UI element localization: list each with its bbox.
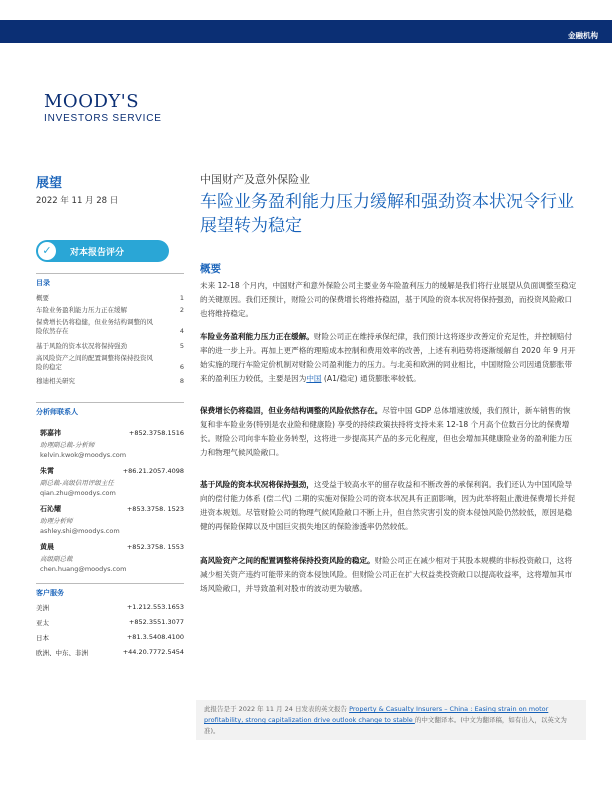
paragraph-premium	[200, 404, 578, 460]
checkmark-icon: ✓	[38, 242, 56, 260]
divider	[36, 273, 184, 274]
service-region: 欧洲、中东、非洲	[36, 649, 88, 657]
divider	[36, 583, 184, 584]
analyst-name: 石沁耀	[40, 505, 61, 513]
analyst-title: 副总裁-高级信用评级主任	[40, 479, 114, 487]
toc-item-investment[interactable]: 高风险资产之间的配置调整将保持投资风险的稳定	[36, 354, 153, 371]
service-phone: +44.20.7772.5454	[122, 648, 184, 656]
service-region: 亚太	[36, 619, 49, 627]
translation-note-post: 的中文翻译本。(中文为翻译稿，如有出入，以英文为准)。	[204, 716, 567, 735]
analyst-title: 助理分析师	[40, 517, 73, 525]
toc-item-research[interactable]: 穆迪相关研究	[36, 377, 75, 385]
rate-report-label: 对本报告评分	[70, 248, 125, 258]
toc-heading: 目录	[36, 279, 50, 287]
toc-page: 2	[179, 306, 184, 314]
report-title: 车险业务盈利能力压力缓解和强劲资本状况令行业展望转为稳定	[200, 192, 574, 236]
service-region: 日本	[36, 634, 49, 642]
outlook-label: 展望	[36, 176, 63, 191]
analyst-email[interactable]: chen.huang@moodys.com	[40, 565, 127, 573]
translation-note-pre: 此报告是于 2022 年 11 月 24 日发表的英文报告	[204, 705, 350, 713]
toc-page: 8	[179, 377, 184, 385]
toc-page: 5	[179, 342, 184, 350]
investors-service-logo: INVESTORS SERVICE	[44, 113, 162, 124]
report-date: 2022 年 11 月 28 日	[36, 196, 119, 206]
paragraph-capital	[200, 478, 578, 534]
analyst-name: 黄晨	[40, 543, 54, 551]
analyst-email[interactable]: ashley.shi@moodys.com	[40, 527, 120, 535]
report-subtitle: 中国财产及意外保险业	[200, 173, 310, 186]
analyst-name: 郭嘉祎	[40, 429, 61, 437]
paragraph-premium-body: 尽管中国 GDP 总体增速放缓，我们预计，新车销售的恢复和非车险业务(特别是农业险和健康险) 享受的持续政策扶持将支持未来 12-18 个月高个位数百分比的保费增长。财险公司向非车险业务转型，这将进一步提高其产品的多元化程度，但也会增加其健康险业务的盈利能力压力和物理气候风险敞口。	[200, 406, 573, 457]
paragraph-motor-end: (A1/稳定) 通货膨胀率较低。	[321, 374, 421, 383]
analyst-email[interactable]: kelvin.kwok@moodys.com	[40, 451, 127, 459]
paragraph-motor	[200, 330, 578, 386]
analyst-phone: +852.3758. 1553	[126, 543, 184, 551]
analyst-title: 助理副总裁-分析师	[40, 441, 95, 449]
intro-paragraph: 未来 12-18 个月内，中国财产和意外保险公司主要业务车险盈利压力的缓解是我们将行业展望从负面调整至稳定的关键原因。我们还预计，财险公司的保费增长将维持稳固，基于风险的资本状况将保持强劲，而投资风险敞口也将维持稳定。	[200, 281, 577, 318]
analyst-title: 高级副总裁	[40, 555, 73, 563]
service-phone: +1.212.553.1653	[126, 603, 184, 611]
china-link[interactable]: 中国	[306, 374, 322, 383]
paragraph-premium-lead: 保费增长仍将稳固，但业务结构调整的风险依然存在。	[200, 406, 383, 415]
paragraph-investment-body: 财险公司正在减少相对于其股本规模的非标投资敞口，这将减少相关资产违约可能带来的资本侵蚀风险。但财险公司正在扩大权益类投资敞口以提高收益率，这将增加其市场风险敞口，并导致盈利对股市的波动更为敏感。	[200, 556, 573, 593]
header-label: 金融机构	[568, 31, 598, 40]
analyst-phone: +852.3758.1516	[128, 429, 184, 437]
divider	[36, 402, 184, 403]
contacts-heading: 分析师联系人	[36, 408, 78, 416]
translation-note	[204, 704, 580, 737]
service-phone: +81.3.5408.4100	[126, 633, 184, 641]
paragraph-motor-body: 财险公司正在维持承保纪律，我们预计这将逐步改善定价充足性，并控制赔付率的进一步上升。再加上更严格的理赔成本控制和费用效率的改善，上述有利趋势将逐渐缓解自 2020 年 9 月开始实施的现行车险定价机制对财险公司盈利能力的压力。与北美和欧洲的同业相比，中国财险公司因通货膨胀带来的盈利压力较低，主要是因为	[200, 332, 576, 383]
toc-page: 6	[179, 363, 184, 371]
toc-item-capital[interactable]: 基于风险的资本状况将保持强劲	[36, 342, 127, 350]
analyst-email[interactable]: qian.zhu@moodys.com	[40, 489, 116, 497]
service-phone: +852.3551.3077	[128, 618, 184, 626]
service-region: 美洲	[36, 604, 49, 612]
toc-item-overview[interactable]: 概要	[36, 294, 49, 302]
english-report-link[interactable]: Property & Casualty Insurers – China : Easing strain on motor profitability, strong capitalization drive outlook change to stable	[204, 705, 549, 724]
toc-page: 4	[179, 327, 184, 335]
toc-item-premium[interactable]: 保费增长仍将稳健，但业务结构调整的风险依然存在	[36, 318, 153, 335]
paragraph-capital-body: 这受益于较高水平的留存收益和不断改善的承保利润。我们还认为中国风险导向的偿付能力体系 (偿二代) 二期的实施对保险公司的资本状况具有正面影响，因为此举将阻止激进保费增长并促进资本规划。尽管财险公司的物理气候风险敞口不断上升，但自然灾害引发的资本侵蚀风险仍然较低，原因是稳健的再保险保障以及中国巨灾损失地区的保险渗透率仍然较低。	[200, 480, 576, 531]
overview-heading: 概要	[200, 263, 221, 275]
header-bar	[0, 20, 612, 43]
toc-page: 1	[179, 294, 184, 302]
moodys-logo: MOODY'S	[44, 91, 140, 112]
paragraph-capital-lead: 基于风险的资本状况将保持强劲，	[200, 480, 314, 489]
paragraph-motor-lead: 车险业务盈利能力压力正在缓解。	[200, 332, 314, 341]
paragraph-investment	[200, 554, 578, 596]
analyst-phone: +853.3758. 1523	[126, 505, 184, 513]
analyst-phone: +86.21.2057.4098	[122, 467, 184, 475]
analyst-name: 朱霄	[40, 467, 54, 475]
service-heading: 客户服务	[36, 589, 64, 597]
paragraph-investment-lead: 高风险资产之间的配置调整将保持投资风险的稳定。	[200, 556, 375, 565]
toc-item-motor[interactable]: 车险业务盈利能力压力正在缓解	[36, 306, 127, 314]
